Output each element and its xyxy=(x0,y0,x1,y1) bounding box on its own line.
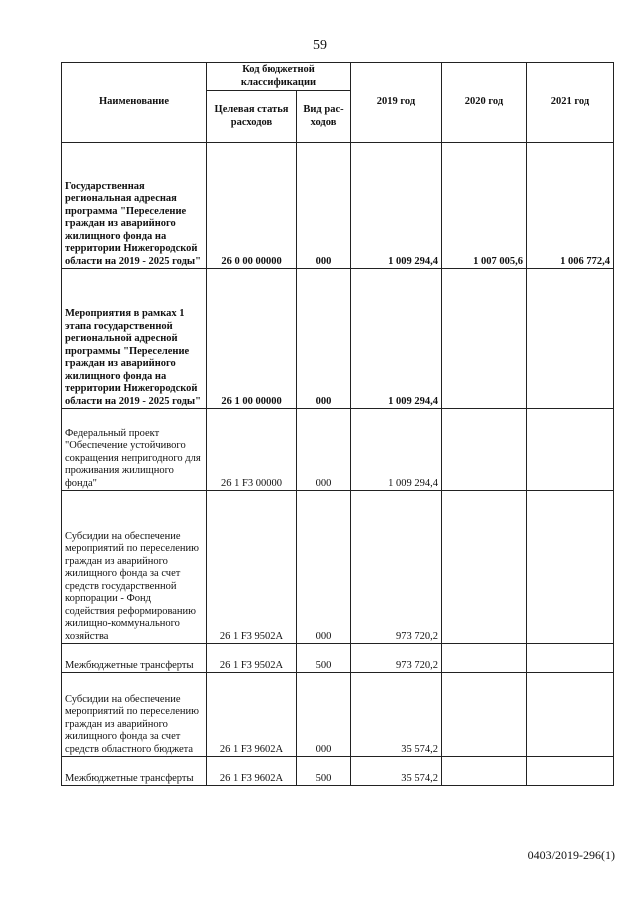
row-value-2021 xyxy=(527,644,614,673)
row-target-article: 26 1 F3 9502A xyxy=(207,491,297,644)
row-value-2021 xyxy=(527,409,614,491)
row-name: Мероприятия в рамках 1 этапа государственной региональной адресной программы "Переселение граждан из аварийного жилищного фонда на территории Нижегородской области на 2019 - 2025 годы" xyxy=(62,269,207,409)
document-code: 0403/2019-296(1) xyxy=(527,848,615,862)
row-value-2020 xyxy=(442,409,527,491)
row-target-article: 26 1 F3 9602A xyxy=(207,673,297,757)
header-target-article: Целевая статья расходов xyxy=(207,91,297,143)
row-value-2021 xyxy=(527,491,614,644)
row-expense-type: 000 xyxy=(297,269,351,409)
header-name: Наименование xyxy=(62,63,207,143)
row-value-2020 xyxy=(442,673,527,757)
row-value-2019: 973 720,2 xyxy=(351,644,442,673)
row-value-2020 xyxy=(442,757,527,786)
header-2019: 2019 год xyxy=(351,63,442,143)
header-2021: 2021 год xyxy=(527,63,614,143)
row-name: Субсидии на обеспечение мероприятий по переселению граждан из аварийного жилищного фонда за счет средств государственной корпорации - Фонд содействия реформированию жилищно-коммунального хозяйства xyxy=(62,491,207,644)
row-value-2019: 35 574,2 xyxy=(351,673,442,757)
row-target-article: 26 1 F3 9502A xyxy=(207,644,297,673)
row-name: Межбюджетные трансферты xyxy=(62,644,207,673)
page-number: 59 xyxy=(313,38,327,53)
row-expense-type: 500 xyxy=(297,644,351,673)
row-value-2019: 973 720,2 xyxy=(351,491,442,644)
table-row xyxy=(62,644,614,673)
row-name: Федеральный проект "Обеспечение устойчивого сокращения непригодного для проживания жилищного фонда" xyxy=(62,409,207,491)
budget-table xyxy=(61,62,614,786)
row-name: Государственная региональная адресная программа "Переселение граждан из аварийного жилищного фонда на территории Нижегородской области на 2019 - 2025 годы" xyxy=(62,143,207,269)
row-expense-type: 000 xyxy=(297,409,351,491)
row-value-2020 xyxy=(442,644,527,673)
row-value-2019: 35 574,2 xyxy=(351,757,442,786)
table-row xyxy=(62,143,614,269)
row-target-article: 26 1 00 00000 xyxy=(207,269,297,409)
header-expense-type: Вид рас-ходов xyxy=(297,91,351,143)
row-value-2019: 1 009 294,4 xyxy=(351,269,442,409)
row-target-article: 26 1 F3 9602A xyxy=(207,757,297,786)
row-expense-type: 500 xyxy=(297,757,351,786)
row-value-2021 xyxy=(527,757,614,786)
row-value-2020: 1 007 005,6 xyxy=(442,143,527,269)
table-row xyxy=(62,269,614,409)
row-target-article: 26 1 F3 00000 xyxy=(207,409,297,491)
table-row xyxy=(62,757,614,786)
row-value-2020 xyxy=(442,269,527,409)
row-name: Межбюджетные трансферты xyxy=(62,757,207,786)
row-target-article: 26 0 00 00000 xyxy=(207,143,297,269)
row-value-2020 xyxy=(442,491,527,644)
row-value-2019: 1 009 294,4 xyxy=(351,143,442,269)
row-value-2021 xyxy=(527,269,614,409)
table-row xyxy=(62,491,614,644)
row-expense-type: 000 xyxy=(297,673,351,757)
table-row xyxy=(62,673,614,757)
header-kbk-group: Код бюджетной классификации xyxy=(207,63,351,91)
header-2020: 2020 год xyxy=(442,63,527,143)
row-expense-type: 000 xyxy=(297,143,351,269)
row-value-2021: 1 006 772,4 xyxy=(527,143,614,269)
row-expense-type: 000 xyxy=(297,491,351,644)
row-value-2019: 1 009 294,4 xyxy=(351,409,442,491)
row-value-2021 xyxy=(527,673,614,757)
table-row xyxy=(62,409,614,491)
row-name: Субсидии на обеспечение мероприятий по переселению граждан из аварийного жилищного фонда за счет средств областного бюджета xyxy=(62,673,207,757)
